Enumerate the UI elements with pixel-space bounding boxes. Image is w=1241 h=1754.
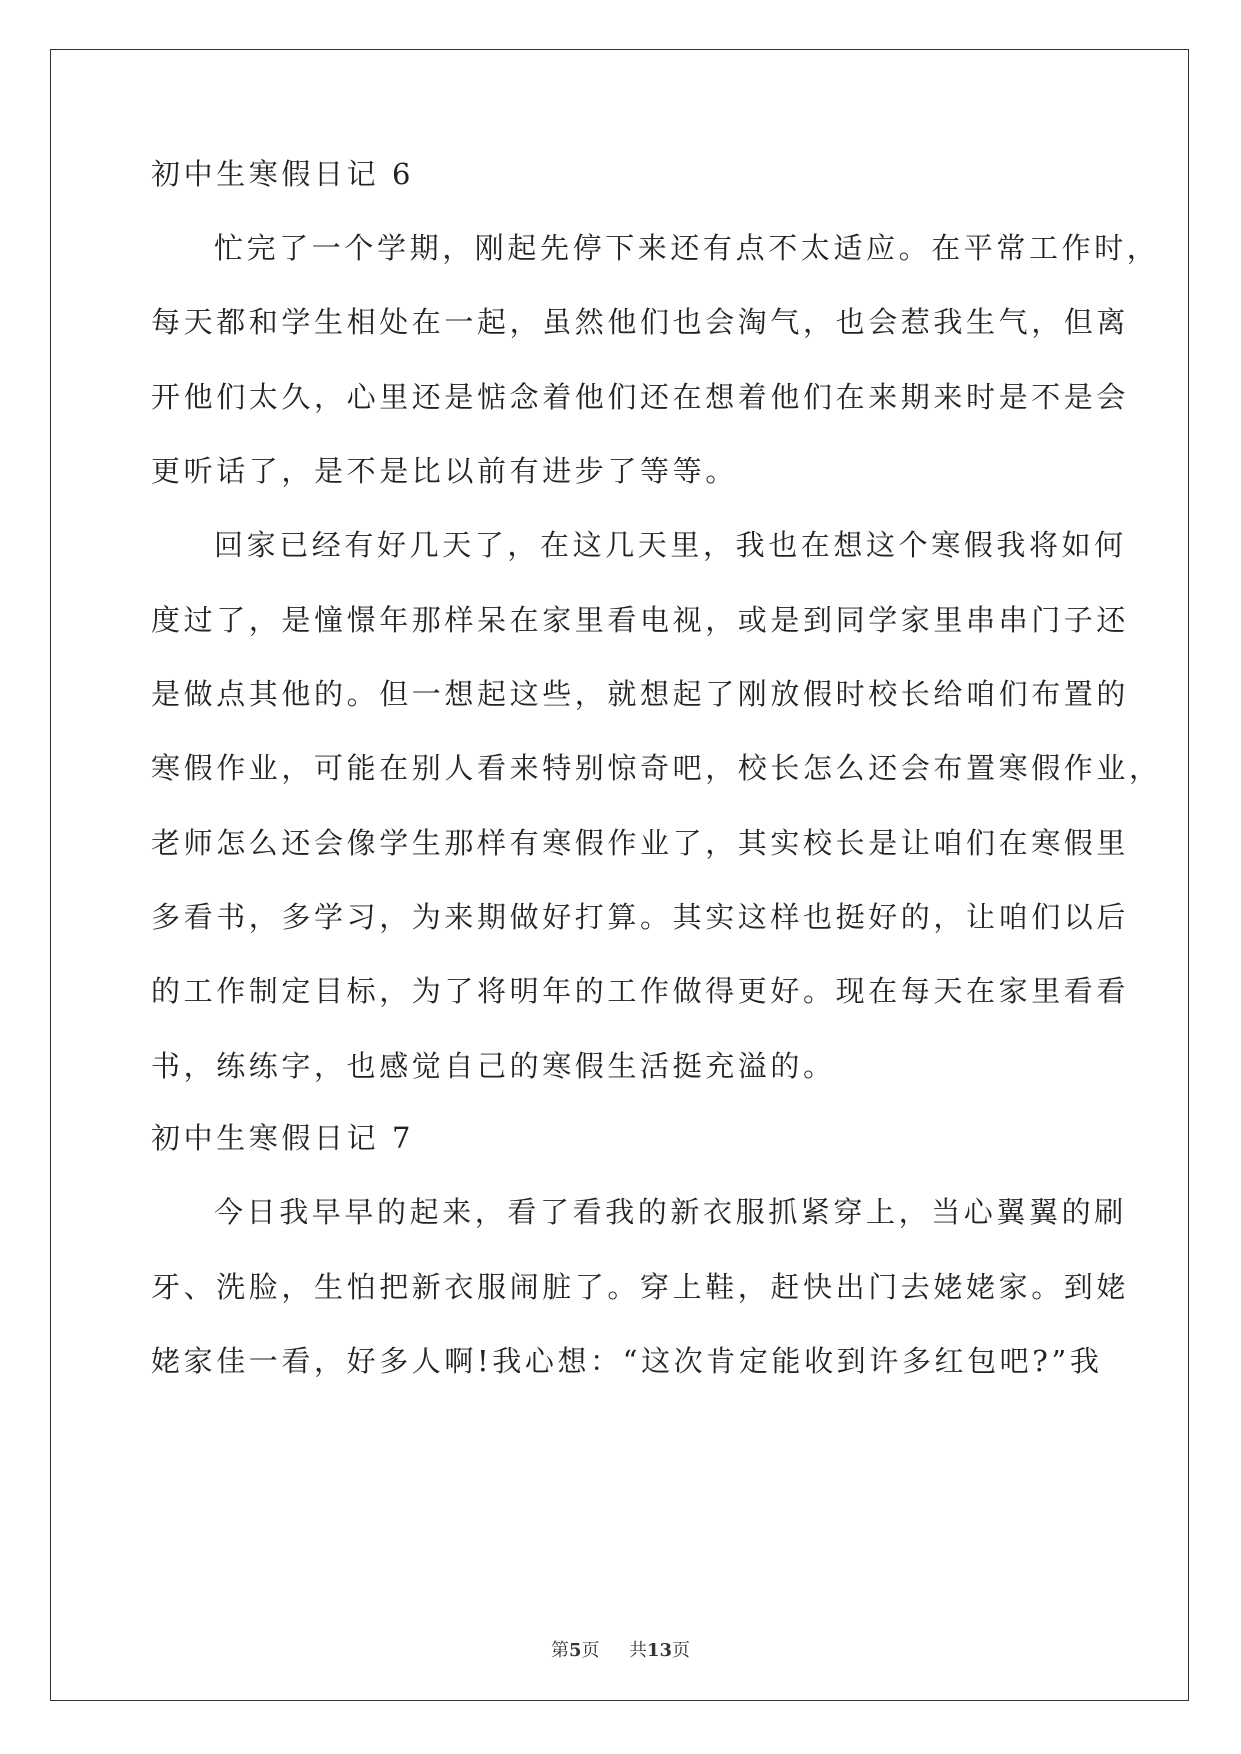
diary-heading-6: 初中生寒假日记 6 [151,157,415,191]
paragraph-line: 寒假作业，可能在别人看来特别惊奇吧，校长怎么还会布置寒假作业， [151,751,1162,785]
page-number: 5 [568,1640,582,1661]
paragraph-line: 是做点其他的。但一想起这些，就想起了刚放假时校长给咱们布置的 [151,677,1130,711]
paragraph-line: 回家已经有好几天了，在这几天里，我也在想这个寒假我将如何 [214,528,1127,562]
paragraph-line: 今日我早早的起来，看了看我的新衣服抓紧穿上，当心翼翼的刷 [214,1195,1127,1229]
footer-page-unit: 页 [581,1640,600,1661]
diary-heading-7: 初中生寒假日记 7 [151,1121,415,1155]
footer-total-prefix: 共 [628,1640,647,1661]
footer-suffix: 页 [672,1640,691,1661]
paragraph-line: 的工作制定目标，为了将明年的工作做得更好。现在每天在家里看看 [151,974,1130,1008]
paragraph-line: 忙完了一个学期，刚起先停下来还有点不太适应。在平常工作时， [214,231,1160,265]
paragraph-line: 开他们太久，心里还是惦念着他们还在想着他们在来期来时是不是会 [151,380,1130,414]
paragraph-line: 度过了，是憧憬年那样呆在家里看电视，或是到同学家里串串门子还 [151,603,1130,637]
paragraph-line: 每天都和学生相处在一起，虽然他们也会淘气，也会惹我生气，但离 [151,305,1130,339]
footer-prefix: 第 [550,1640,569,1661]
paragraph-line: 书，练练字，也感觉自己的寒假生活挺充溢的。 [151,1049,836,1083]
paragraph-line: 老师怎么还会像学生那样有寒假作业了，其实校长是让咱们在寒假里 [151,826,1130,860]
page-footer [0,1636,1241,1662]
paragraph-line: 多看书，多学习，为来期做好打算。其实这样也挺好的，让咱们以后 [151,900,1130,934]
paragraph-line: 更听话了，是不是比以前有进步了等等。 [151,454,738,488]
paragraph-line: 姥家佳一看，好多人啊!我心想：“这次肯定能收到许多红包吧?”我 [151,1344,1103,1378]
paragraph-line: 牙、洗脸，生怕把新衣服闹脏了。穿上鞋，赶快出门去姥姥家。到姥 [151,1270,1130,1304]
page-border [50,49,1189,1701]
total-pages: 13 [646,1640,673,1661]
